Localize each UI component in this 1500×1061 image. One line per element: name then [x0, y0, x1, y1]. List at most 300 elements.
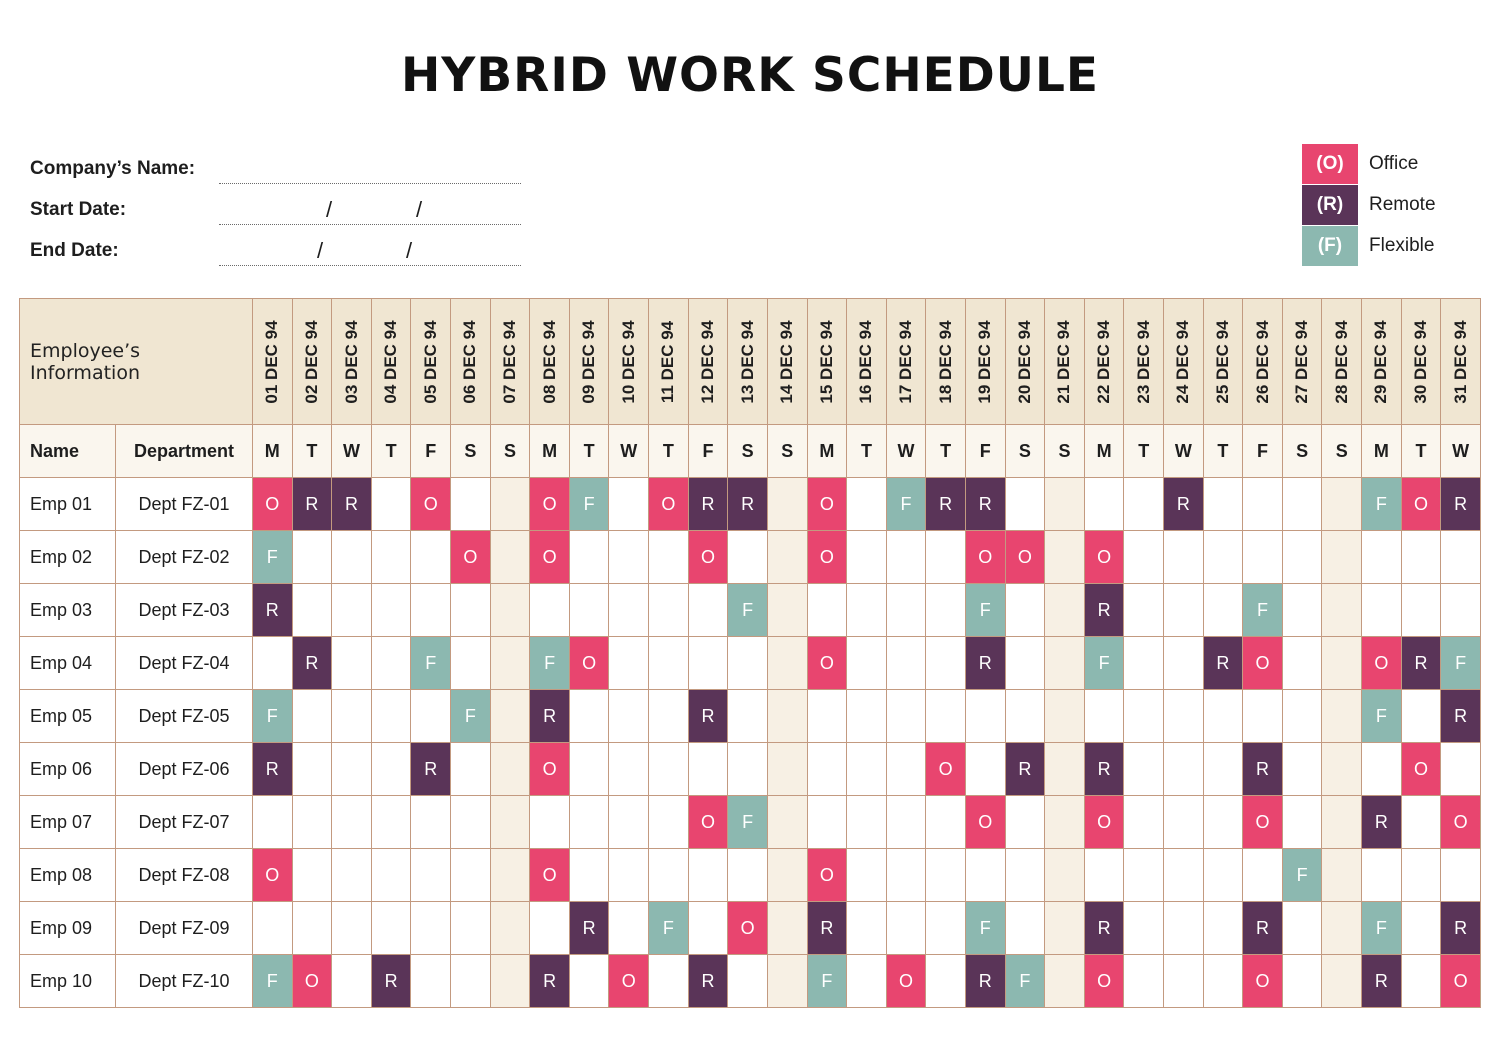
- schedule-cell[interactable]: [1322, 955, 1362, 1008]
- schedule-cell[interactable]: F: [1362, 478, 1402, 531]
- schedule-cell[interactable]: [1282, 796, 1322, 849]
- schedule-cell[interactable]: R: [1084, 743, 1124, 796]
- schedule-cell[interactable]: [1164, 531, 1204, 584]
- schedule-cell[interactable]: [1124, 955, 1164, 1008]
- schedule-cell[interactable]: [1124, 478, 1164, 531]
- schedule-cell[interactable]: [926, 637, 966, 690]
- schedule-cell[interactable]: [926, 690, 966, 743]
- schedule-cell[interactable]: [886, 690, 926, 743]
- schedule-cell[interactable]: [1124, 743, 1164, 796]
- schedule-cell[interactable]: [1401, 902, 1441, 955]
- schedule-cell[interactable]: [1045, 902, 1085, 955]
- schedule-cell[interactable]: F: [451, 690, 491, 743]
- schedule-cell[interactable]: R: [1005, 743, 1045, 796]
- schedule-cell[interactable]: R: [1362, 796, 1402, 849]
- schedule-cell[interactable]: [1401, 584, 1441, 637]
- schedule-cell[interactable]: [1005, 796, 1045, 849]
- schedule-cell[interactable]: [411, 690, 451, 743]
- schedule-cell[interactable]: R: [728, 478, 768, 531]
- schedule-cell[interactable]: R: [926, 478, 966, 531]
- schedule-cell[interactable]: [1322, 531, 1362, 584]
- schedule-cell[interactable]: [609, 690, 649, 743]
- schedule-cell[interactable]: [490, 637, 530, 690]
- schedule-cell[interactable]: [1322, 637, 1362, 690]
- schedule-cell[interactable]: [1084, 690, 1124, 743]
- schedule-cell[interactable]: F: [728, 584, 768, 637]
- schedule-cell[interactable]: [807, 690, 847, 743]
- schedule-cell[interactable]: [1045, 637, 1085, 690]
- schedule-cell[interactable]: [807, 796, 847, 849]
- schedule-cell[interactable]: [569, 531, 609, 584]
- schedule-cell[interactable]: O: [609, 955, 649, 1008]
- schedule-cell[interactable]: [1282, 690, 1322, 743]
- schedule-cell[interactable]: [926, 584, 966, 637]
- schedule-cell[interactable]: [292, 743, 332, 796]
- schedule-cell[interactable]: [1124, 584, 1164, 637]
- schedule-cell[interactable]: [886, 531, 926, 584]
- schedule-cell[interactable]: [292, 584, 332, 637]
- schedule-cell[interactable]: O: [1243, 955, 1283, 1008]
- schedule-cell[interactable]: [490, 743, 530, 796]
- schedule-cell[interactable]: [688, 584, 728, 637]
- schedule-cell[interactable]: [451, 955, 491, 1008]
- schedule-cell[interactable]: R: [1401, 637, 1441, 690]
- schedule-cell[interactable]: [1282, 637, 1322, 690]
- schedule-cell[interactable]: [649, 796, 689, 849]
- schedule-cell[interactable]: O: [807, 637, 847, 690]
- schedule-cell[interactable]: [451, 584, 491, 637]
- schedule-cell[interactable]: [767, 584, 807, 637]
- schedule-cell[interactable]: [926, 849, 966, 902]
- schedule-cell[interactable]: [1203, 584, 1243, 637]
- schedule-cell[interactable]: [530, 796, 570, 849]
- schedule-cell[interactable]: [1164, 902, 1204, 955]
- schedule-cell[interactable]: R: [1203, 637, 1243, 690]
- schedule-cell[interactable]: R: [332, 478, 372, 531]
- schedule-cell[interactable]: [926, 955, 966, 1008]
- schedule-cell[interactable]: [1243, 849, 1283, 902]
- schedule-cell[interactable]: [332, 637, 372, 690]
- schedule-cell[interactable]: [1005, 849, 1045, 902]
- schedule-cell[interactable]: [1362, 849, 1402, 902]
- schedule-cell[interactable]: F: [728, 796, 768, 849]
- schedule-cell[interactable]: R: [569, 902, 609, 955]
- schedule-cell[interactable]: R: [1084, 902, 1124, 955]
- schedule-cell[interactable]: [886, 743, 926, 796]
- schedule-cell[interactable]: R: [688, 955, 728, 1008]
- schedule-cell[interactable]: [926, 796, 966, 849]
- schedule-cell[interactable]: [332, 902, 372, 955]
- schedule-cell[interactable]: [1362, 743, 1402, 796]
- schedule-cell[interactable]: [1045, 743, 1085, 796]
- schedule-cell[interactable]: F: [886, 478, 926, 531]
- schedule-cell[interactable]: [688, 743, 728, 796]
- schedule-cell[interactable]: [332, 584, 372, 637]
- schedule-cell[interactable]: [292, 531, 332, 584]
- schedule-cell[interactable]: F: [1282, 849, 1322, 902]
- schedule-cell[interactable]: [1005, 690, 1045, 743]
- schedule-cell[interactable]: [965, 849, 1005, 902]
- schedule-cell[interactable]: R: [1243, 902, 1283, 955]
- schedule-cell[interactable]: [728, 743, 768, 796]
- schedule-cell[interactable]: [1045, 796, 1085, 849]
- schedule-cell[interactable]: [728, 690, 768, 743]
- schedule-cell[interactable]: O: [1441, 955, 1481, 1008]
- schedule-cell[interactable]: R: [807, 902, 847, 955]
- schedule-cell[interactable]: O: [728, 902, 768, 955]
- schedule-cell[interactable]: [332, 849, 372, 902]
- schedule-cell[interactable]: O: [1401, 478, 1441, 531]
- schedule-cell[interactable]: [371, 531, 411, 584]
- schedule-cell[interactable]: [1243, 690, 1283, 743]
- schedule-cell[interactable]: [1203, 849, 1243, 902]
- schedule-cell[interactable]: [767, 690, 807, 743]
- schedule-cell[interactable]: [807, 743, 847, 796]
- schedule-cell[interactable]: [411, 796, 451, 849]
- schedule-cell[interactable]: F: [965, 584, 1005, 637]
- schedule-cell[interactable]: [332, 531, 372, 584]
- schedule-cell[interactable]: [451, 637, 491, 690]
- schedule-cell[interactable]: [411, 955, 451, 1008]
- schedule-cell[interactable]: [451, 743, 491, 796]
- schedule-cell[interactable]: [1362, 531, 1402, 584]
- schedule-cell[interactable]: [886, 796, 926, 849]
- schedule-cell[interactable]: [371, 796, 411, 849]
- schedule-cell[interactable]: [1401, 690, 1441, 743]
- schedule-cell[interactable]: O: [649, 478, 689, 531]
- schedule-cell[interactable]: F: [1362, 902, 1402, 955]
- schedule-cell[interactable]: [847, 849, 887, 902]
- schedule-cell[interactable]: F: [1441, 637, 1481, 690]
- schedule-cell[interactable]: R: [292, 637, 332, 690]
- schedule-cell[interactable]: [1441, 849, 1481, 902]
- schedule-cell[interactable]: [1084, 849, 1124, 902]
- schedule-cell[interactable]: R: [530, 690, 570, 743]
- schedule-cell[interactable]: R: [1362, 955, 1402, 1008]
- schedule-cell[interactable]: [451, 902, 491, 955]
- schedule-cell[interactable]: [965, 690, 1005, 743]
- schedule-cell[interactable]: [767, 796, 807, 849]
- schedule-cell[interactable]: [1124, 796, 1164, 849]
- schedule-cell[interactable]: [1441, 584, 1481, 637]
- schedule-cell[interactable]: R: [530, 955, 570, 1008]
- schedule-cell[interactable]: O: [411, 478, 451, 531]
- schedule-cell[interactable]: [1045, 955, 1085, 1008]
- schedule-cell[interactable]: [1164, 743, 1204, 796]
- schedule-cell[interactable]: O: [253, 478, 293, 531]
- schedule-cell[interactable]: [1322, 690, 1362, 743]
- schedule-cell[interactable]: [688, 849, 728, 902]
- schedule-cell[interactable]: [847, 531, 887, 584]
- schedule-cell[interactable]: [1124, 531, 1164, 584]
- schedule-cell[interactable]: [530, 584, 570, 637]
- schedule-cell[interactable]: [886, 902, 926, 955]
- schedule-cell[interactable]: [1282, 743, 1322, 796]
- schedule-cell[interactable]: [688, 637, 728, 690]
- schedule-cell[interactable]: R: [688, 690, 728, 743]
- schedule-cell[interactable]: [609, 902, 649, 955]
- schedule-cell[interactable]: [649, 584, 689, 637]
- schedule-cell[interactable]: [649, 849, 689, 902]
- start-date-field[interactable]: [219, 224, 521, 225]
- schedule-cell[interactable]: [1282, 531, 1322, 584]
- schedule-cell[interactable]: [332, 955, 372, 1008]
- schedule-cell[interactable]: [847, 743, 887, 796]
- schedule-cell[interactable]: R: [965, 955, 1005, 1008]
- schedule-cell[interactable]: [649, 637, 689, 690]
- schedule-cell[interactable]: [569, 796, 609, 849]
- schedule-cell[interactable]: [609, 584, 649, 637]
- schedule-cell[interactable]: O: [807, 478, 847, 531]
- schedule-cell[interactable]: [371, 478, 411, 531]
- schedule-cell[interactable]: [767, 955, 807, 1008]
- schedule-cell[interactable]: [847, 955, 887, 1008]
- schedule-cell[interactable]: [530, 902, 570, 955]
- schedule-cell[interactable]: [1401, 955, 1441, 1008]
- schedule-cell[interactable]: [847, 478, 887, 531]
- schedule-cell[interactable]: [1084, 478, 1124, 531]
- schedule-cell[interactable]: R: [1243, 743, 1283, 796]
- schedule-cell[interactable]: [1282, 955, 1322, 1008]
- schedule-cell[interactable]: [807, 584, 847, 637]
- schedule-cell[interactable]: [1045, 690, 1085, 743]
- schedule-cell[interactable]: [1005, 478, 1045, 531]
- schedule-cell[interactable]: [1282, 478, 1322, 531]
- schedule-cell[interactable]: [490, 796, 530, 849]
- schedule-cell[interactable]: [292, 849, 332, 902]
- schedule-cell[interactable]: [767, 637, 807, 690]
- schedule-cell[interactable]: [886, 584, 926, 637]
- schedule-cell[interactable]: F: [411, 637, 451, 690]
- schedule-cell[interactable]: O: [886, 955, 926, 1008]
- schedule-cell[interactable]: [490, 584, 530, 637]
- schedule-cell[interactable]: [569, 743, 609, 796]
- schedule-cell[interactable]: F: [1084, 637, 1124, 690]
- schedule-cell[interactable]: [1045, 584, 1085, 637]
- schedule-cell[interactable]: R: [1441, 690, 1481, 743]
- schedule-cell[interactable]: [847, 584, 887, 637]
- schedule-cell[interactable]: [1203, 743, 1243, 796]
- schedule-cell[interactable]: O: [807, 531, 847, 584]
- schedule-cell[interactable]: [371, 743, 411, 796]
- schedule-cell[interactable]: R: [1164, 478, 1204, 531]
- schedule-cell[interactable]: O: [253, 849, 293, 902]
- schedule-cell[interactable]: [1164, 849, 1204, 902]
- schedule-cell[interactable]: F: [649, 902, 689, 955]
- schedule-cell[interactable]: O: [926, 743, 966, 796]
- schedule-cell[interactable]: O: [1243, 796, 1283, 849]
- schedule-cell[interactable]: O: [1401, 743, 1441, 796]
- schedule-cell[interactable]: [728, 637, 768, 690]
- schedule-cell[interactable]: [451, 796, 491, 849]
- schedule-cell[interactable]: O: [688, 796, 728, 849]
- schedule-cell[interactable]: [926, 531, 966, 584]
- schedule-cell[interactable]: O: [965, 531, 1005, 584]
- schedule-cell[interactable]: O: [807, 849, 847, 902]
- schedule-cell[interactable]: R: [411, 743, 451, 796]
- schedule-cell[interactable]: [371, 849, 411, 902]
- schedule-cell[interactable]: [609, 531, 649, 584]
- schedule-cell[interactable]: [767, 478, 807, 531]
- schedule-cell[interactable]: [292, 796, 332, 849]
- schedule-cell[interactable]: [332, 690, 372, 743]
- schedule-cell[interactable]: F: [1005, 955, 1045, 1008]
- schedule-cell[interactable]: [728, 955, 768, 1008]
- schedule-cell[interactable]: O: [965, 796, 1005, 849]
- schedule-cell[interactable]: O: [530, 531, 570, 584]
- schedule-cell[interactable]: R: [688, 478, 728, 531]
- schedule-cell[interactable]: R: [292, 478, 332, 531]
- schedule-cell[interactable]: [1045, 849, 1085, 902]
- schedule-cell[interactable]: O: [1084, 531, 1124, 584]
- schedule-cell[interactable]: [1282, 584, 1322, 637]
- schedule-cell[interactable]: [1203, 531, 1243, 584]
- schedule-cell[interactable]: [1164, 796, 1204, 849]
- schedule-cell[interactable]: F: [1243, 584, 1283, 637]
- schedule-cell[interactable]: O: [1441, 796, 1481, 849]
- schedule-cell[interactable]: [1005, 637, 1045, 690]
- schedule-cell[interactable]: [1441, 743, 1481, 796]
- schedule-cell[interactable]: [371, 902, 411, 955]
- schedule-cell[interactable]: [490, 955, 530, 1008]
- schedule-cell[interactable]: [728, 849, 768, 902]
- schedule-cell[interactable]: F: [253, 955, 293, 1008]
- schedule-cell[interactable]: O: [1084, 955, 1124, 1008]
- schedule-cell[interactable]: [411, 531, 451, 584]
- schedule-cell[interactable]: [609, 849, 649, 902]
- schedule-cell[interactable]: [569, 690, 609, 743]
- schedule-cell[interactable]: [1203, 478, 1243, 531]
- schedule-cell[interactable]: R: [1441, 902, 1481, 955]
- schedule-cell[interactable]: [253, 796, 293, 849]
- schedule-cell[interactable]: [767, 743, 807, 796]
- schedule-cell[interactable]: [1164, 955, 1204, 1008]
- schedule-cell[interactable]: [1322, 743, 1362, 796]
- schedule-cell[interactable]: O: [530, 849, 570, 902]
- schedule-cell[interactable]: [1322, 796, 1362, 849]
- schedule-cell[interactable]: [847, 796, 887, 849]
- schedule-cell[interactable]: [1124, 637, 1164, 690]
- schedule-cell[interactable]: [965, 743, 1005, 796]
- schedule-cell[interactable]: [411, 849, 451, 902]
- schedule-cell[interactable]: [411, 902, 451, 955]
- schedule-cell[interactable]: [847, 637, 887, 690]
- schedule-cell[interactable]: [292, 690, 332, 743]
- schedule-cell[interactable]: [569, 955, 609, 1008]
- end-date-field[interactable]: [219, 265, 521, 266]
- schedule-cell[interactable]: [767, 531, 807, 584]
- schedule-cell[interactable]: [1282, 902, 1322, 955]
- schedule-cell[interactable]: O: [292, 955, 332, 1008]
- schedule-cell[interactable]: [490, 849, 530, 902]
- schedule-cell[interactable]: [847, 902, 887, 955]
- schedule-cell[interactable]: R: [1084, 584, 1124, 637]
- schedule-cell[interactable]: [649, 531, 689, 584]
- schedule-cell[interactable]: [1322, 902, 1362, 955]
- schedule-cell[interactable]: [886, 849, 926, 902]
- schedule-cell[interactable]: [1203, 796, 1243, 849]
- schedule-cell[interactable]: [609, 796, 649, 849]
- schedule-cell[interactable]: O: [1362, 637, 1402, 690]
- schedule-cell[interactable]: [332, 743, 372, 796]
- schedule-cell[interactable]: [1164, 637, 1204, 690]
- schedule-cell[interactable]: O: [569, 637, 609, 690]
- schedule-cell[interactable]: R: [965, 478, 1005, 531]
- schedule-cell[interactable]: O: [688, 531, 728, 584]
- schedule-cell[interactable]: O: [1084, 796, 1124, 849]
- schedule-cell[interactable]: [1045, 531, 1085, 584]
- schedule-cell[interactable]: [1005, 902, 1045, 955]
- schedule-cell[interactable]: [490, 902, 530, 955]
- schedule-cell[interactable]: [609, 478, 649, 531]
- schedule-cell[interactable]: [1045, 478, 1085, 531]
- schedule-cell[interactable]: [886, 637, 926, 690]
- schedule-cell[interactable]: [609, 743, 649, 796]
- schedule-cell[interactable]: [1124, 849, 1164, 902]
- schedule-cell[interactable]: O: [451, 531, 491, 584]
- schedule-cell[interactable]: [1164, 584, 1204, 637]
- schedule-cell[interactable]: [490, 478, 530, 531]
- schedule-cell[interactable]: R: [965, 637, 1005, 690]
- schedule-cell[interactable]: [1322, 849, 1362, 902]
- schedule-cell[interactable]: [1243, 531, 1283, 584]
- schedule-cell[interactable]: [1322, 478, 1362, 531]
- schedule-cell[interactable]: [1005, 584, 1045, 637]
- schedule-cell[interactable]: [292, 902, 332, 955]
- schedule-cell[interactable]: F: [253, 531, 293, 584]
- schedule-cell[interactable]: [451, 478, 491, 531]
- schedule-cell[interactable]: [371, 690, 411, 743]
- schedule-cell[interactable]: [411, 584, 451, 637]
- schedule-cell[interactable]: [1164, 690, 1204, 743]
- schedule-cell[interactable]: [1362, 584, 1402, 637]
- schedule-cell[interactable]: F: [965, 902, 1005, 955]
- schedule-cell[interactable]: [1401, 796, 1441, 849]
- schedule-cell[interactable]: [767, 902, 807, 955]
- schedule-cell[interactable]: [767, 849, 807, 902]
- schedule-cell[interactable]: [728, 531, 768, 584]
- schedule-cell[interactable]: R: [371, 955, 411, 1008]
- schedule-cell[interactable]: [451, 849, 491, 902]
- schedule-cell[interactable]: O: [1243, 637, 1283, 690]
- schedule-cell[interactable]: [490, 531, 530, 584]
- schedule-cell[interactable]: [1124, 902, 1164, 955]
- schedule-cell[interactable]: [1203, 690, 1243, 743]
- schedule-cell[interactable]: [688, 902, 728, 955]
- schedule-cell[interactable]: R: [253, 743, 293, 796]
- schedule-cell[interactable]: F: [569, 478, 609, 531]
- schedule-cell[interactable]: O: [530, 743, 570, 796]
- schedule-cell[interactable]: [847, 690, 887, 743]
- schedule-cell[interactable]: [1441, 531, 1481, 584]
- schedule-cell[interactable]: [649, 690, 689, 743]
- schedule-cell[interactable]: [253, 902, 293, 955]
- schedule-cell[interactable]: [332, 796, 372, 849]
- schedule-cell[interactable]: [1124, 690, 1164, 743]
- schedule-cell[interactable]: [371, 637, 411, 690]
- schedule-cell[interactable]: F: [1362, 690, 1402, 743]
- schedule-cell[interactable]: [569, 584, 609, 637]
- schedule-cell[interactable]: [569, 849, 609, 902]
- schedule-cell[interactable]: [1401, 849, 1441, 902]
- schedule-cell[interactable]: F: [807, 955, 847, 1008]
- company-name-field[interactable]: [219, 183, 521, 184]
- schedule-cell[interactable]: [253, 637, 293, 690]
- schedule-cell[interactable]: R: [1441, 478, 1481, 531]
- schedule-cell[interactable]: [1322, 584, 1362, 637]
- schedule-cell[interactable]: O: [1005, 531, 1045, 584]
- schedule-cell[interactable]: [1401, 531, 1441, 584]
